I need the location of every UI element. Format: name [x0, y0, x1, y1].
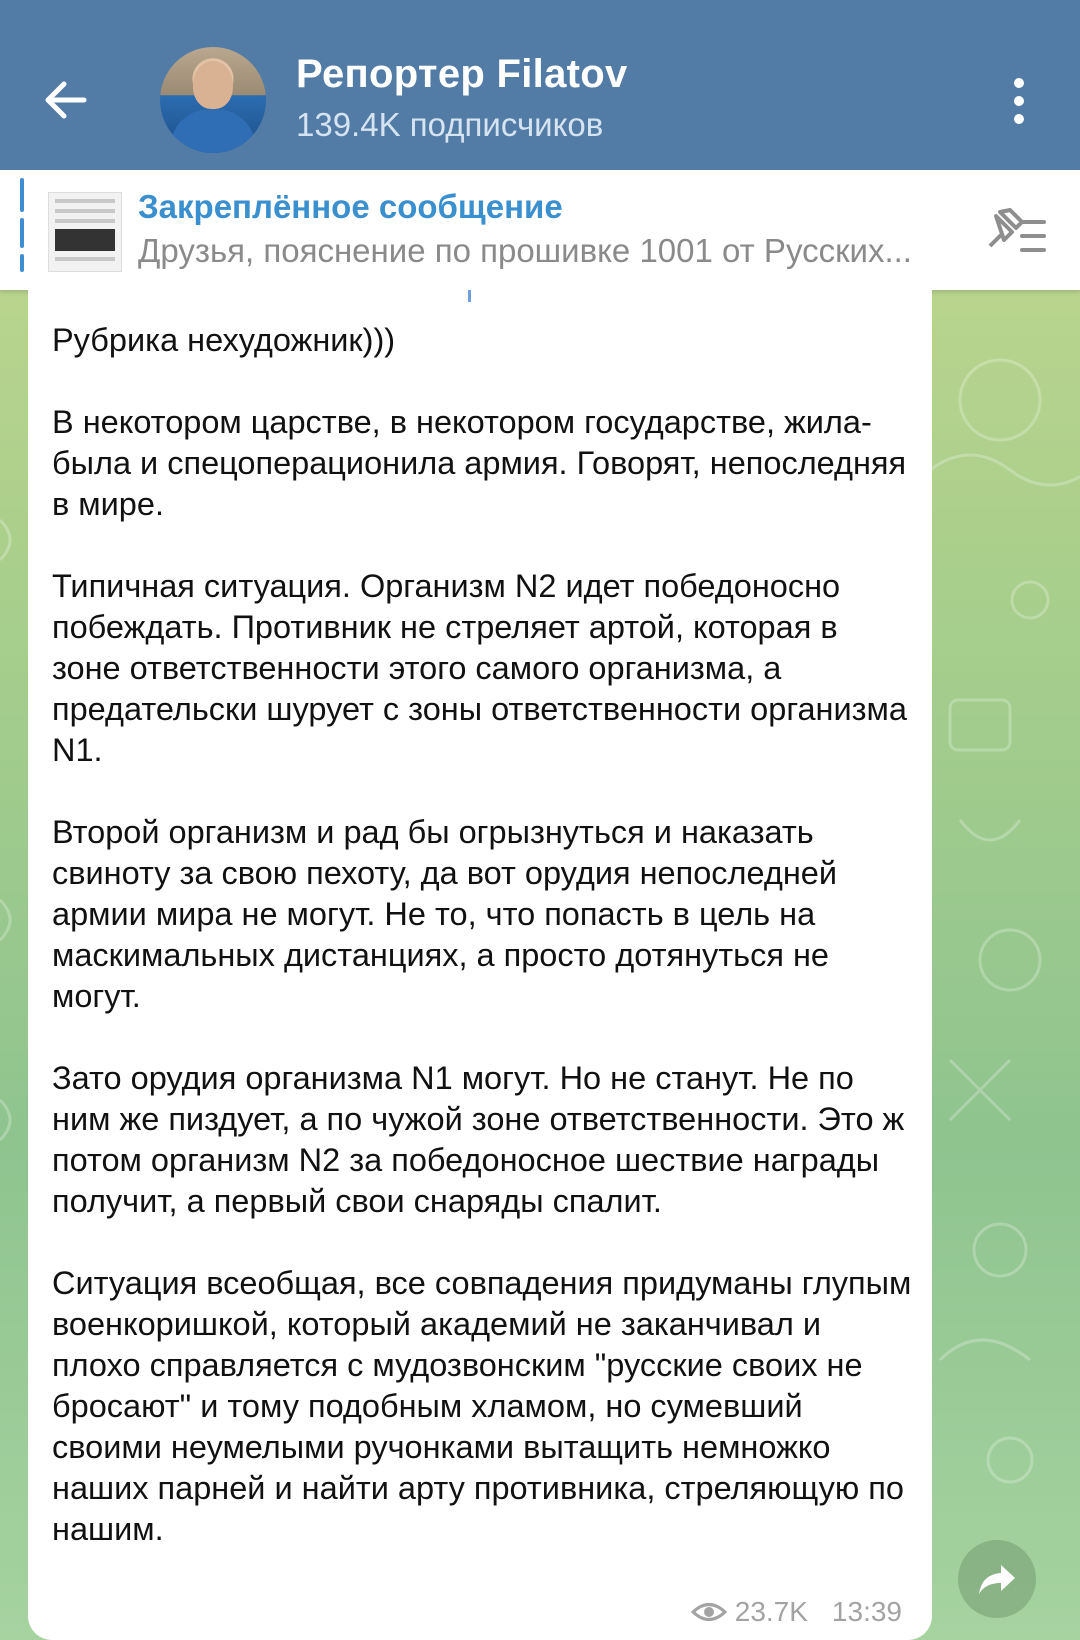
view-count: 23.7K: [734, 1596, 808, 1627]
share-arrow-icon: [977, 1561, 1017, 1597]
share-button[interactable]: [958, 1540, 1036, 1618]
views-eye-icon: [691, 1601, 727, 1623]
scroll-marker: [468, 290, 471, 302]
pinned-message-bar[interactable]: [0, 170, 1080, 290]
channel-title[interactable]: Репортер Filatov: [296, 52, 628, 96]
message-meta: [691, 1596, 902, 1628]
pinned-list-icon[interactable]: [982, 202, 1048, 262]
pinned-label: Закреплённое сообщение: [138, 188, 563, 225]
pinned-indicator: [20, 178, 25, 278]
message-bubble[interactable]: [28, 290, 932, 1640]
more-vertical-icon[interactable]: [1006, 78, 1032, 124]
message-text: Рубрика нехудожник))) В некотором царстве, в некотором государстве, жила-была и спецоперационила армия. Говорят, непоследняя в мире. Типичная ситуация. Организм N2 идет победоносно побеждать. Противник не стреляет артой, которая в зоне ответственности этого самого организма, а предательски шурует с зоны ответственности организма N1. Второй организм и рад бы огрызнуться и наказать свиноту за свою пехоту, да вот орудия непоследней армии мира не могут. Не то, что попасть в цель на маскимальных дистанциях, а просто дотянуться не могут. Зато орудия организма N1 могут. Но не станут. Не по ним же пиздует, а по чужой зоне ответственности. Это ж потом организм N2 за победоносное шествие награды получит, а первый свои снаряды спалит. Ситуация всеобщая, все совпадения придуманы глупым военкоришкой, который академий не заканчивал и плохо справляется с мудозвонским "русские своих не бросают" и тому подобным хламом, но сумевший своими неумелыми ручонками вытащить немножко наших парней и найти арту противника, стреляющую по нашим.: [52, 322, 912, 1547]
message-time: 13:39: [831, 1596, 902, 1627]
subscriber-count: 139.4K подписчиков: [296, 106, 604, 143]
chat-header: [0, 0, 1080, 170]
pinned-preview-text: Друзья, пояснение по прошивке 1001 от Русских...: [138, 232, 912, 269]
channel-avatar[interactable]: [160, 47, 266, 153]
back-arrow-icon[interactable]: [40, 70, 100, 130]
pinned-thumbnail: [48, 192, 122, 272]
